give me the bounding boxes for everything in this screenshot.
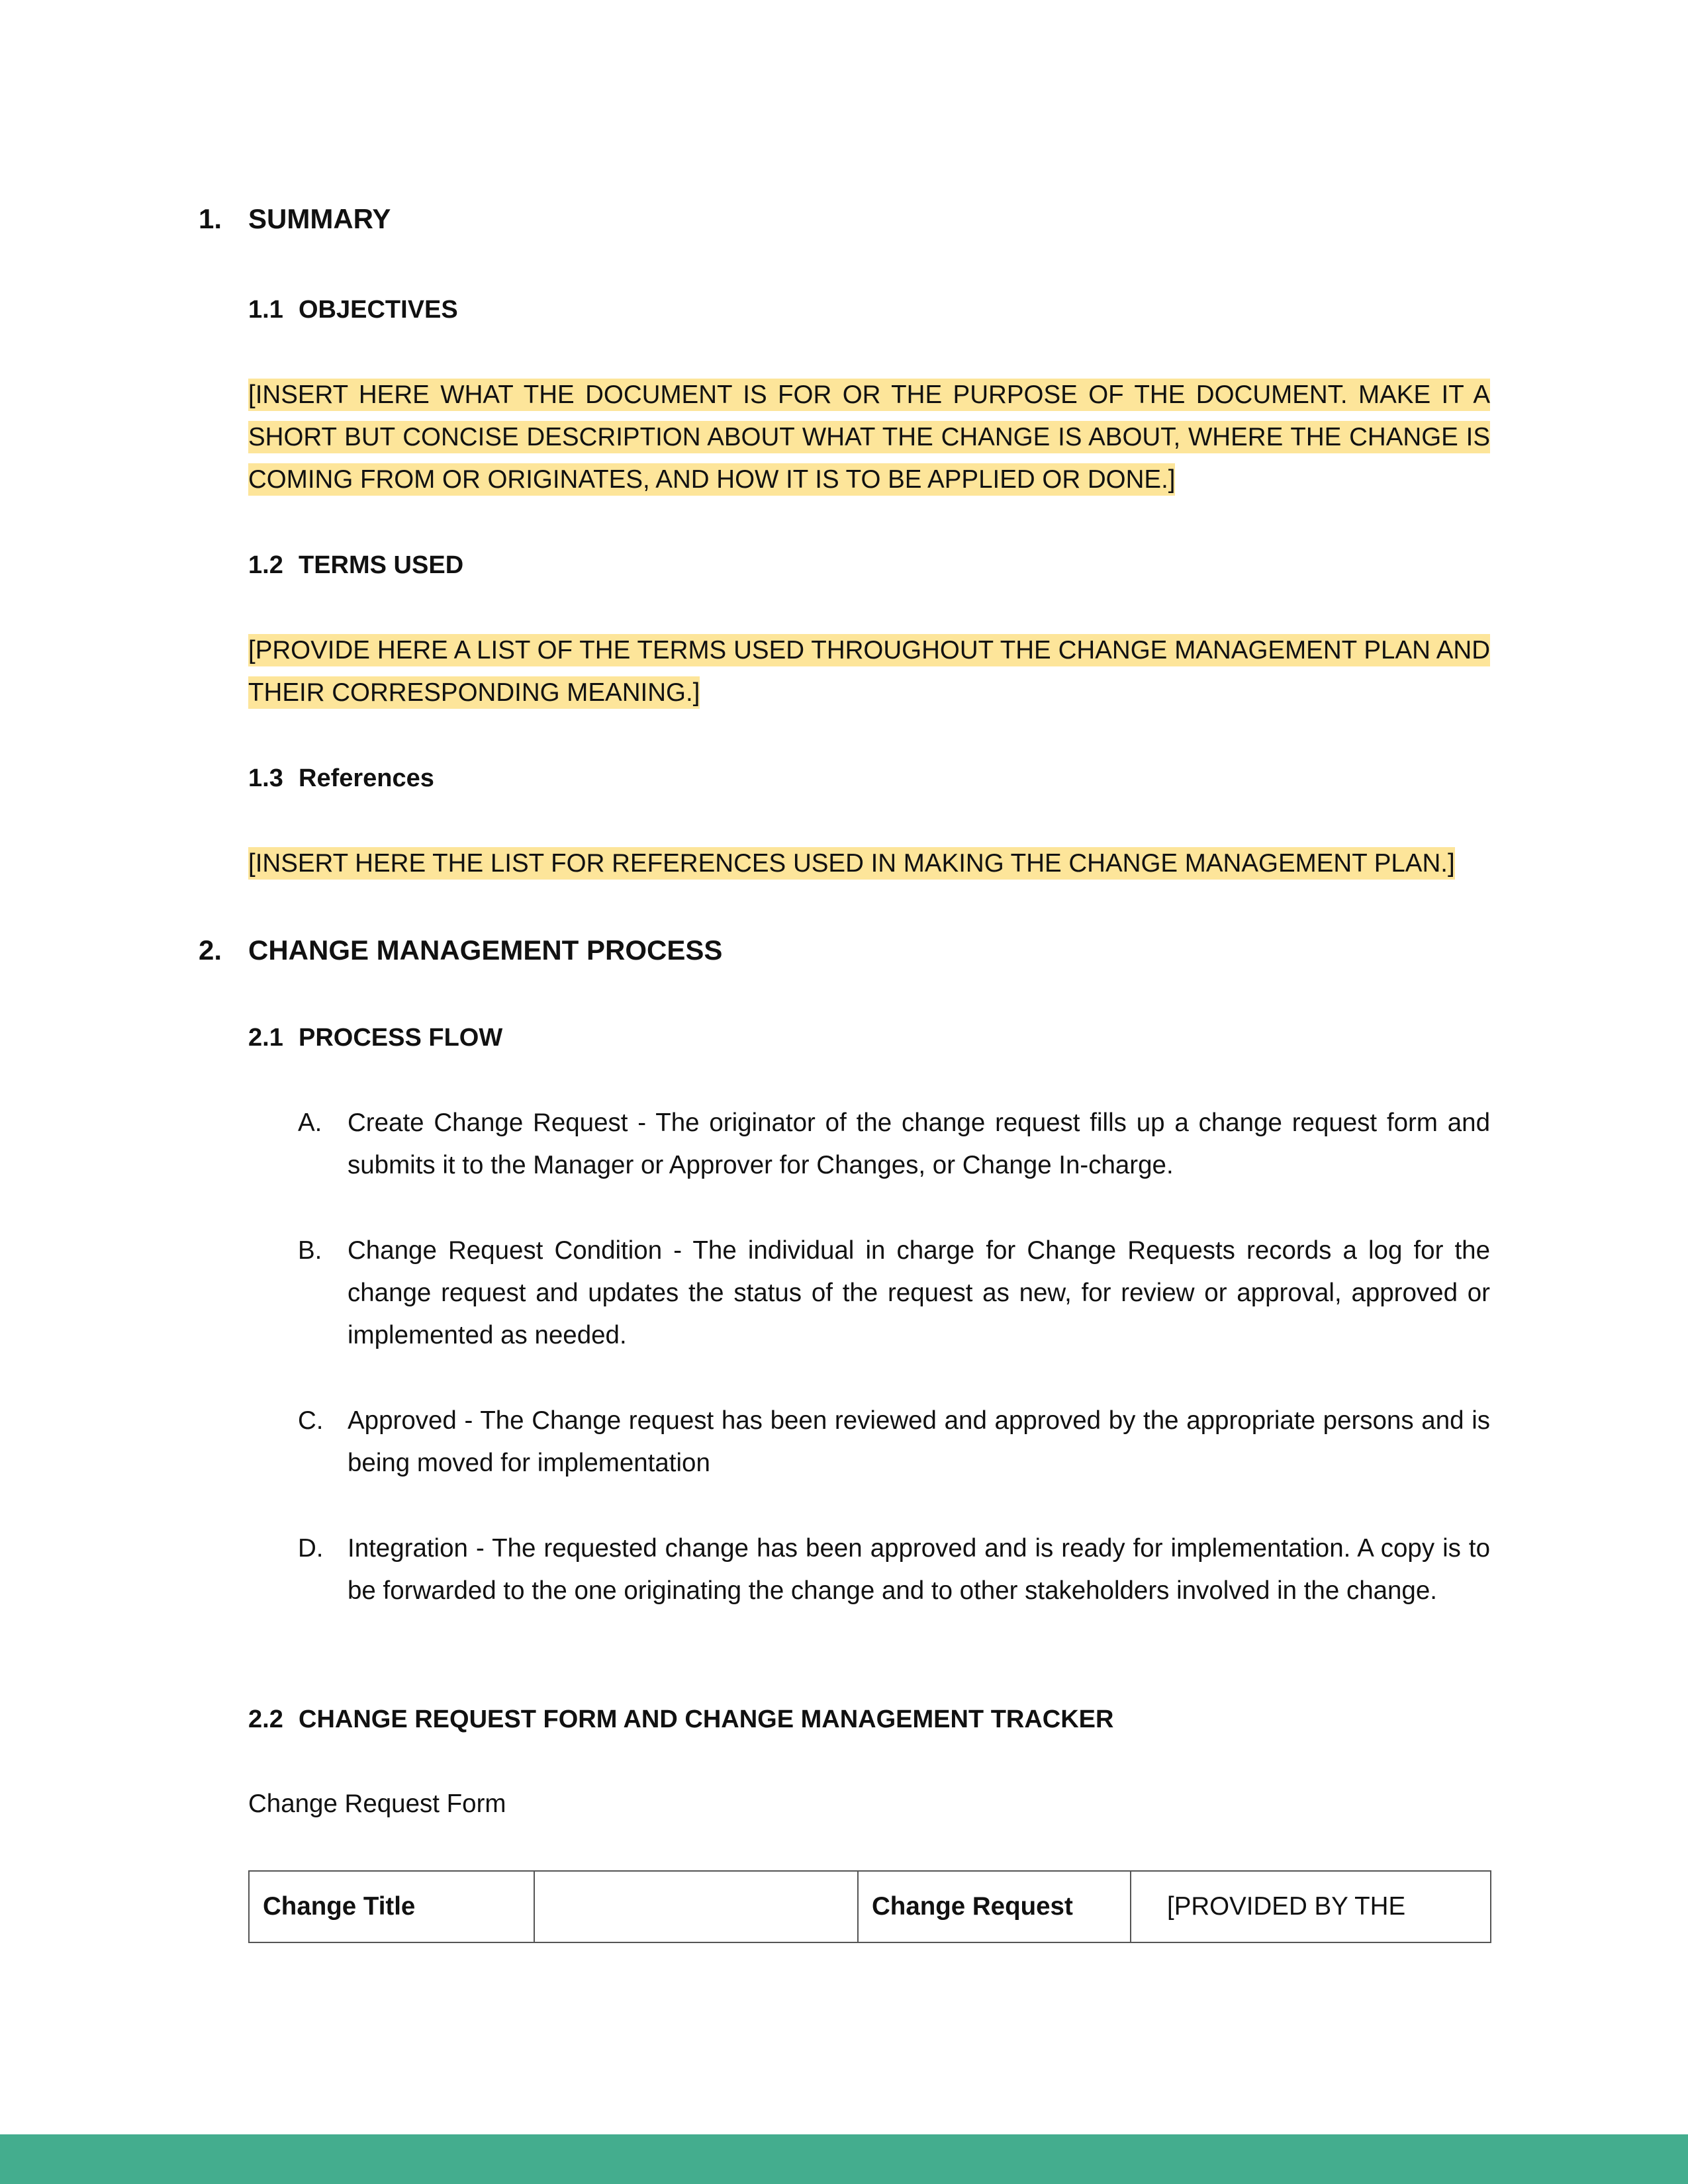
process-flow-item: [298, 1102, 1490, 1187]
subsection-title: OBJECTIVES: [299, 296, 458, 324]
subsection-title: TERMS USED: [299, 551, 464, 579]
subsection-heading-process-flow: [248, 1023, 502, 1053]
terms-placeholder-paragraph: [248, 629, 1490, 714]
subsection-number: 2.2: [248, 1706, 283, 1733]
section-heading-change-management-process: [199, 934, 722, 967]
item-text: Change Request Condition - The individual in charge for Change Requests records a log for the change request and updates the status of the request as new, for review or approval, approved or implemented as needed.: [348, 1236, 1490, 1349]
table-cell-value-change-title[interactable]: [534, 1871, 858, 1942]
process-flow-item: [298, 1527, 1490, 1612]
subsection-number: 1.2: [248, 551, 283, 579]
subsection-title: References: [299, 764, 434, 792]
objectives-placeholder-text: [INSERT HERE WHAT THE DOCUMENT IS FOR OR THE PURPOSE OF THE DOCUMENT. MAKE IT A SHORT BUT CONCISE DESCRIPTION ABOUT WHAT THE CHANGE IS ABOUT, WHERE THE CHANGE IS COMING FROM OR ORIGINATES, AND HOW IT IS TO BE APPLIED OR DONE.]: [248, 379, 1490, 496]
subsection-heading-objectives: [248, 295, 458, 325]
process-flow-item: [298, 1230, 1490, 1357]
subsection-title: CHANGE REQUEST FORM AND CHANGE MANAGEMENT TRACKER: [299, 1706, 1114, 1733]
item-letter: B.: [298, 1236, 322, 1265]
section-title: SUMMARY: [248, 203, 391, 234]
section-number: 2.: [199, 934, 222, 966]
section-number: 1.: [199, 203, 222, 234]
subsection-title: PROCESS FLOW: [299, 1024, 503, 1052]
subsection-number: 1.1: [248, 296, 283, 324]
item-text: Approved - The Change request has been reviewed and approved by the appropriate persons and is being moved for implementation: [348, 1406, 1490, 1477]
item-letter: C.: [298, 1406, 324, 1435]
terms-placeholder-text: [PROVIDE HERE A LIST OF THE TERMS USED THROUGHOUT THE CHANGE MANAGEMENT PLAN AND THEIR CORRESPONDING MEANING.]: [248, 634, 1490, 709]
process-flow-item: [298, 1400, 1490, 1484]
subsection-heading-change-request-form: [248, 1704, 1113, 1735]
item-letter: A.: [298, 1109, 322, 1137]
objectives-placeholder-paragraph: [248, 374, 1490, 501]
subsection-number: 1.3: [248, 764, 283, 792]
table-cell-value-change-request[interactable]: [PROVIDED BY THE: [1131, 1871, 1491, 1942]
item-letter: D.: [298, 1534, 324, 1563]
section-heading-summary: [199, 203, 391, 236]
footer-color-bar: [0, 2134, 1688, 2184]
subsection-heading-terms-used: [248, 550, 463, 580]
table-cell-label-change-request: Change Request: [858, 1871, 1131, 1942]
subsection-number: 2.1: [248, 1024, 283, 1052]
references-placeholder-text: [INSERT HERE THE LIST FOR REFERENCES USED IN MAKING THE CHANGE MANAGEMENT PLAN.]: [248, 847, 1455, 880]
change-request-form-table: [248, 1870, 1491, 1943]
table-row: [249, 1871, 1491, 1942]
item-text: Create Change Request - The originator of the change request fills up a change request form and submits it to the Manager or Approver for Changes, or Change In-charge.: [348, 1109, 1490, 1179]
references-placeholder-paragraph: [248, 842, 1490, 885]
section-title: CHANGE MANAGEMENT PROCESS: [248, 934, 723, 966]
table-cell-label-change-title: Change Title: [249, 1871, 534, 1942]
subsection-heading-references: [248, 763, 434, 794]
form-caption: Change Request Form: [248, 1790, 506, 1818]
item-text: Integration - The requested change has been approved and is ready for implementation. A copy is to be forwarded to the one originating the change and to other stakeholders involved in the change.: [348, 1534, 1490, 1605]
